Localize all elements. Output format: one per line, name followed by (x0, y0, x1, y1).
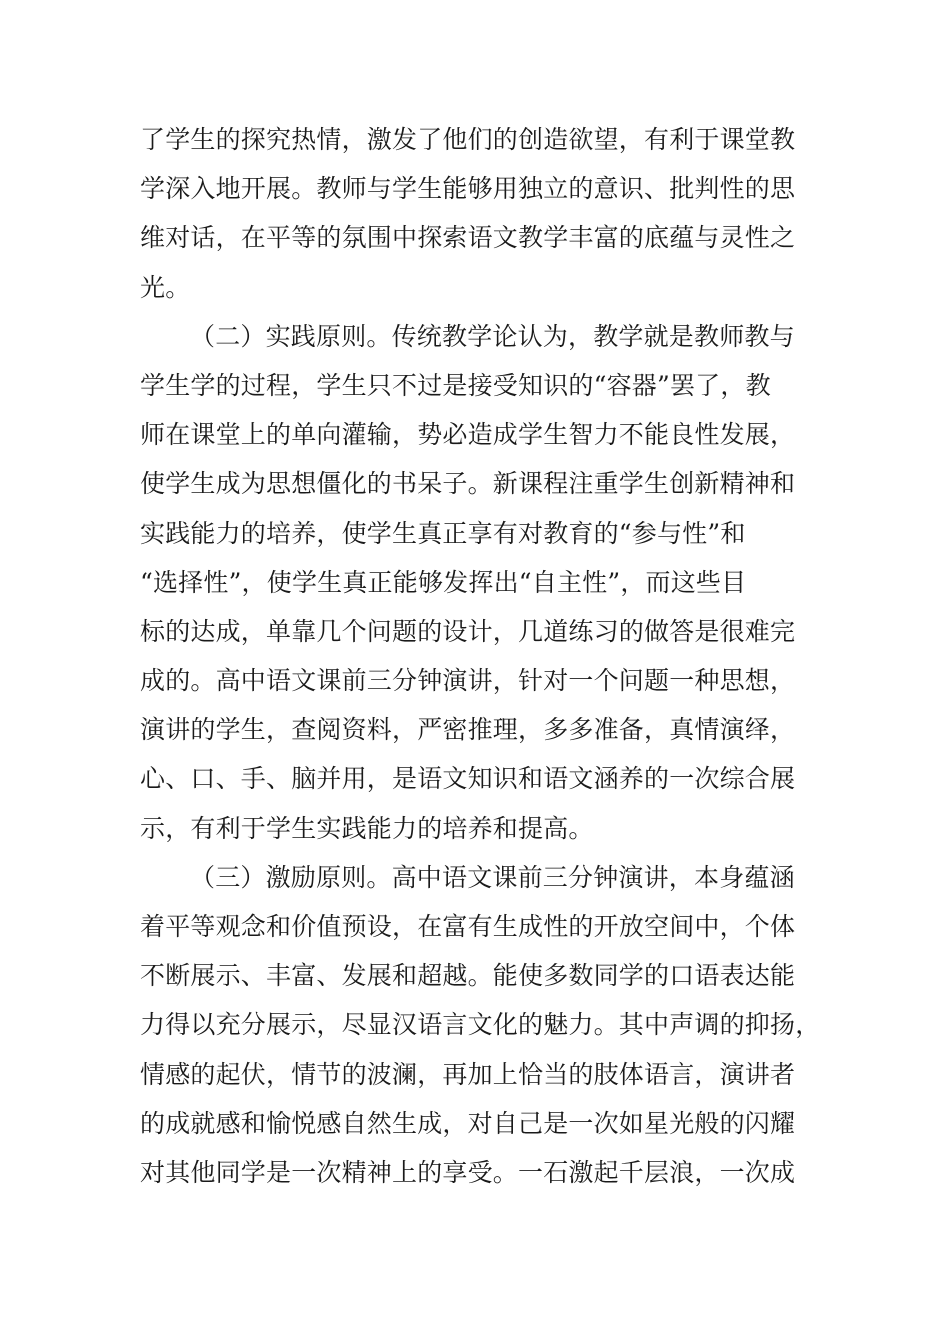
text-line: 实践能力的培养，使学生真正享有对教育的“参与性”和 (140, 518, 746, 548)
text-line: 成的。高中语文课前三分钟演讲，针对一个问题一种思想， (140, 666, 796, 696)
text-line: 示，有利于学生实践能力的培养和提高。 (140, 813, 594, 843)
text-line: 着平等观念和价值预设，在富有生成性的开放空间中，个体 (140, 912, 796, 941)
text-line: 标的达成，单靠几个问题的设计，几道练习的做答是很难完 (140, 616, 796, 646)
text-line: “选择性”，使学生真正能够发挥出“自主性”，而这些目 (140, 567, 747, 597)
text-line: 情感的起伏，情节的波澜，再加上恰当的肢体语言，演讲者 (140, 1059, 796, 1089)
text-line: 维对话，在平等的氛围中探索语文教学丰富的底蕴与灵性之 (140, 223, 796, 253)
text-line: 了学生的探究热情，激发了他们的创造欲望，有利于课堂教 (140, 125, 796, 154)
text-line: 不断展示、丰富、发展和超越。能使多数同学的口语表达能 (140, 961, 796, 991)
text-line: 师在课堂上的单向灌输，势必造成学生智力不能良性发展， (140, 420, 796, 450)
text-line: 学生学的过程，学生只不过是接受知识的“容器”罢了，教 (140, 370, 771, 400)
text-line: 学深入地开展。教师与学生能够用独立的意识、批判性的思 (140, 174, 796, 204)
text-line: 心、口、手、脑并用，是语文知识和语文涵养的一次综合展 (140, 764, 796, 794)
body-text (140, 115, 820, 1197)
text-line: 演讲的学生，查阅资料，严密推理，多多准备，真情演绎， (140, 715, 796, 745)
text-line: 光。 (140, 272, 191, 302)
text-line: 对其他同学是一次精神上的享受。一石激起千层浪，一次成 (140, 1157, 796, 1187)
paragraph-heading-line: （三）激励原则。高中语文课前三分钟演讲，本身蕴涵 (190, 862, 795, 892)
text-line: 使学生成为思想僵化的书呆子。新课程注重学生创新精神和 (140, 469, 796, 499)
paragraph-heading-line: （二）实践原则。传统教学论认为，教学就是教师教与 (190, 321, 795, 351)
text-line: 力得以充分展示，尽显汉语言文化的魅力。其中声调的抑扬， (140, 1010, 821, 1040)
text-line: 的成就感和愉悦感自然生成，对自己是一次如星光般的闪耀 (140, 1108, 796, 1138)
